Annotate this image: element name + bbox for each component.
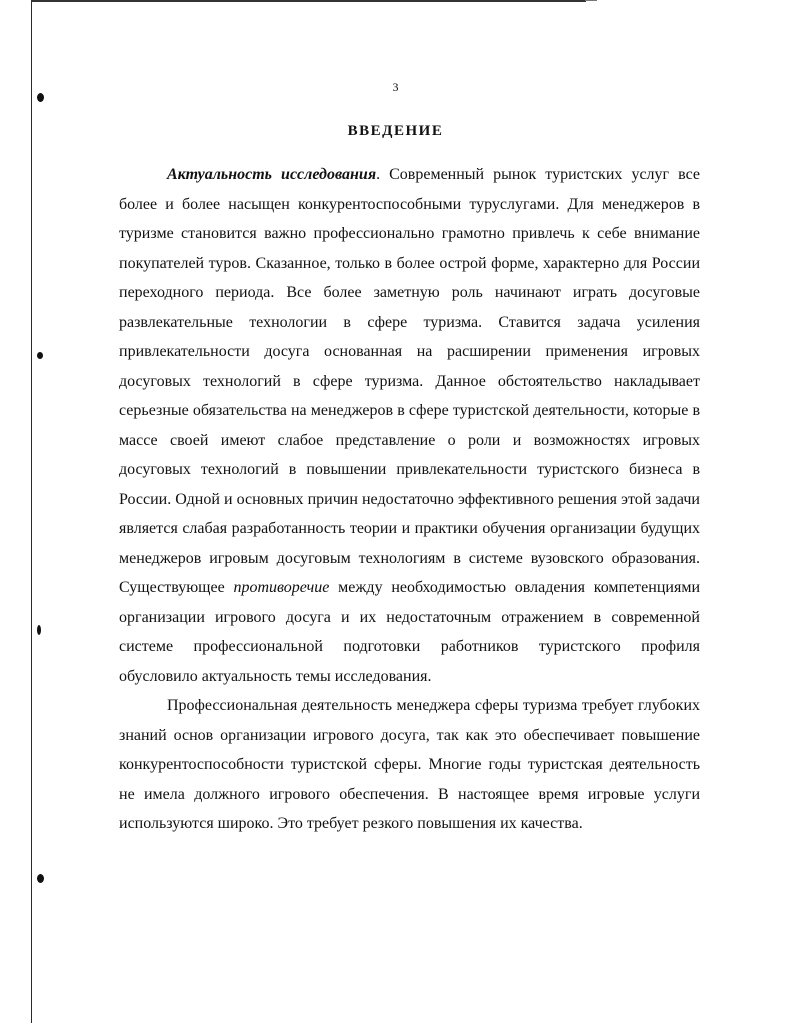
contradiction-term: противоречие xyxy=(233,579,330,596)
page-title: ВВЕДЕНИЕ xyxy=(347,123,444,139)
punch-hole-mark xyxy=(37,874,44,883)
relevance-lead: Актуальность исследования xyxy=(167,166,377,183)
punch-hole-mark xyxy=(37,625,41,635)
punch-hole-mark xyxy=(37,352,43,359)
paragraph-professional-activity: Профессиональная деятельность менеджера сферы туризма требует глубоких знаний основ организации игрового досуга, так как это обеспечивает повышение конкурентоспособности туристской сферы. Многие годы туристская деятельность не имела должного игрового обеспечения. В настоящее время игровые услуги используются широко. Это требует резкого повышения их качества. xyxy=(119,697,700,832)
relevance-text-b: между необходимостью овладения компетенциями организации игрового досуга и их недостаточным отражением в современной системе профессиональной подготовки работников туристского профиля обусловило актуальность темы исследования. xyxy=(119,579,701,685)
relevance-text-a: . Современный рынок туристских услуг все более и более насыщен конкурентоспособными туруслугами. Для менеджеров в туризме становится важно профессионально грамотно привлечь к себе внимание покупателей туров. Сказанное, только в более острой форме, характерно для России переходного периода. Все более заметную роль начинают играть досуговые развлекательные технологии в сфере туризма. Ставится задача усиления привлекательности досуга основанная на расширении применения игровых досуговых технологий в сфере туризма. Данное обстоятельство накладывает серьезные обязательства на менеджеров в сфере туристской деятельности, которые в массе своей имеют слабое представление о роли и возможностях игровых досуговых технологий в повышении привлекательности туристского бизнеса в России. Одной и основных причин недостаточно эффективного решения этой задачи является слабая разработанность теории и практики обучения организации будущих менеджеров игровым досуговым технологиям в системе вузовского образования. Существующее xyxy=(119,166,701,596)
document-body xyxy=(119,160,700,839)
page-number: 3 xyxy=(392,80,399,94)
scan-left-edge xyxy=(31,0,32,1023)
scan-top-edge-tail xyxy=(585,0,597,1)
scan-top-edge xyxy=(31,0,586,2)
paragraph-relevance xyxy=(119,160,700,691)
